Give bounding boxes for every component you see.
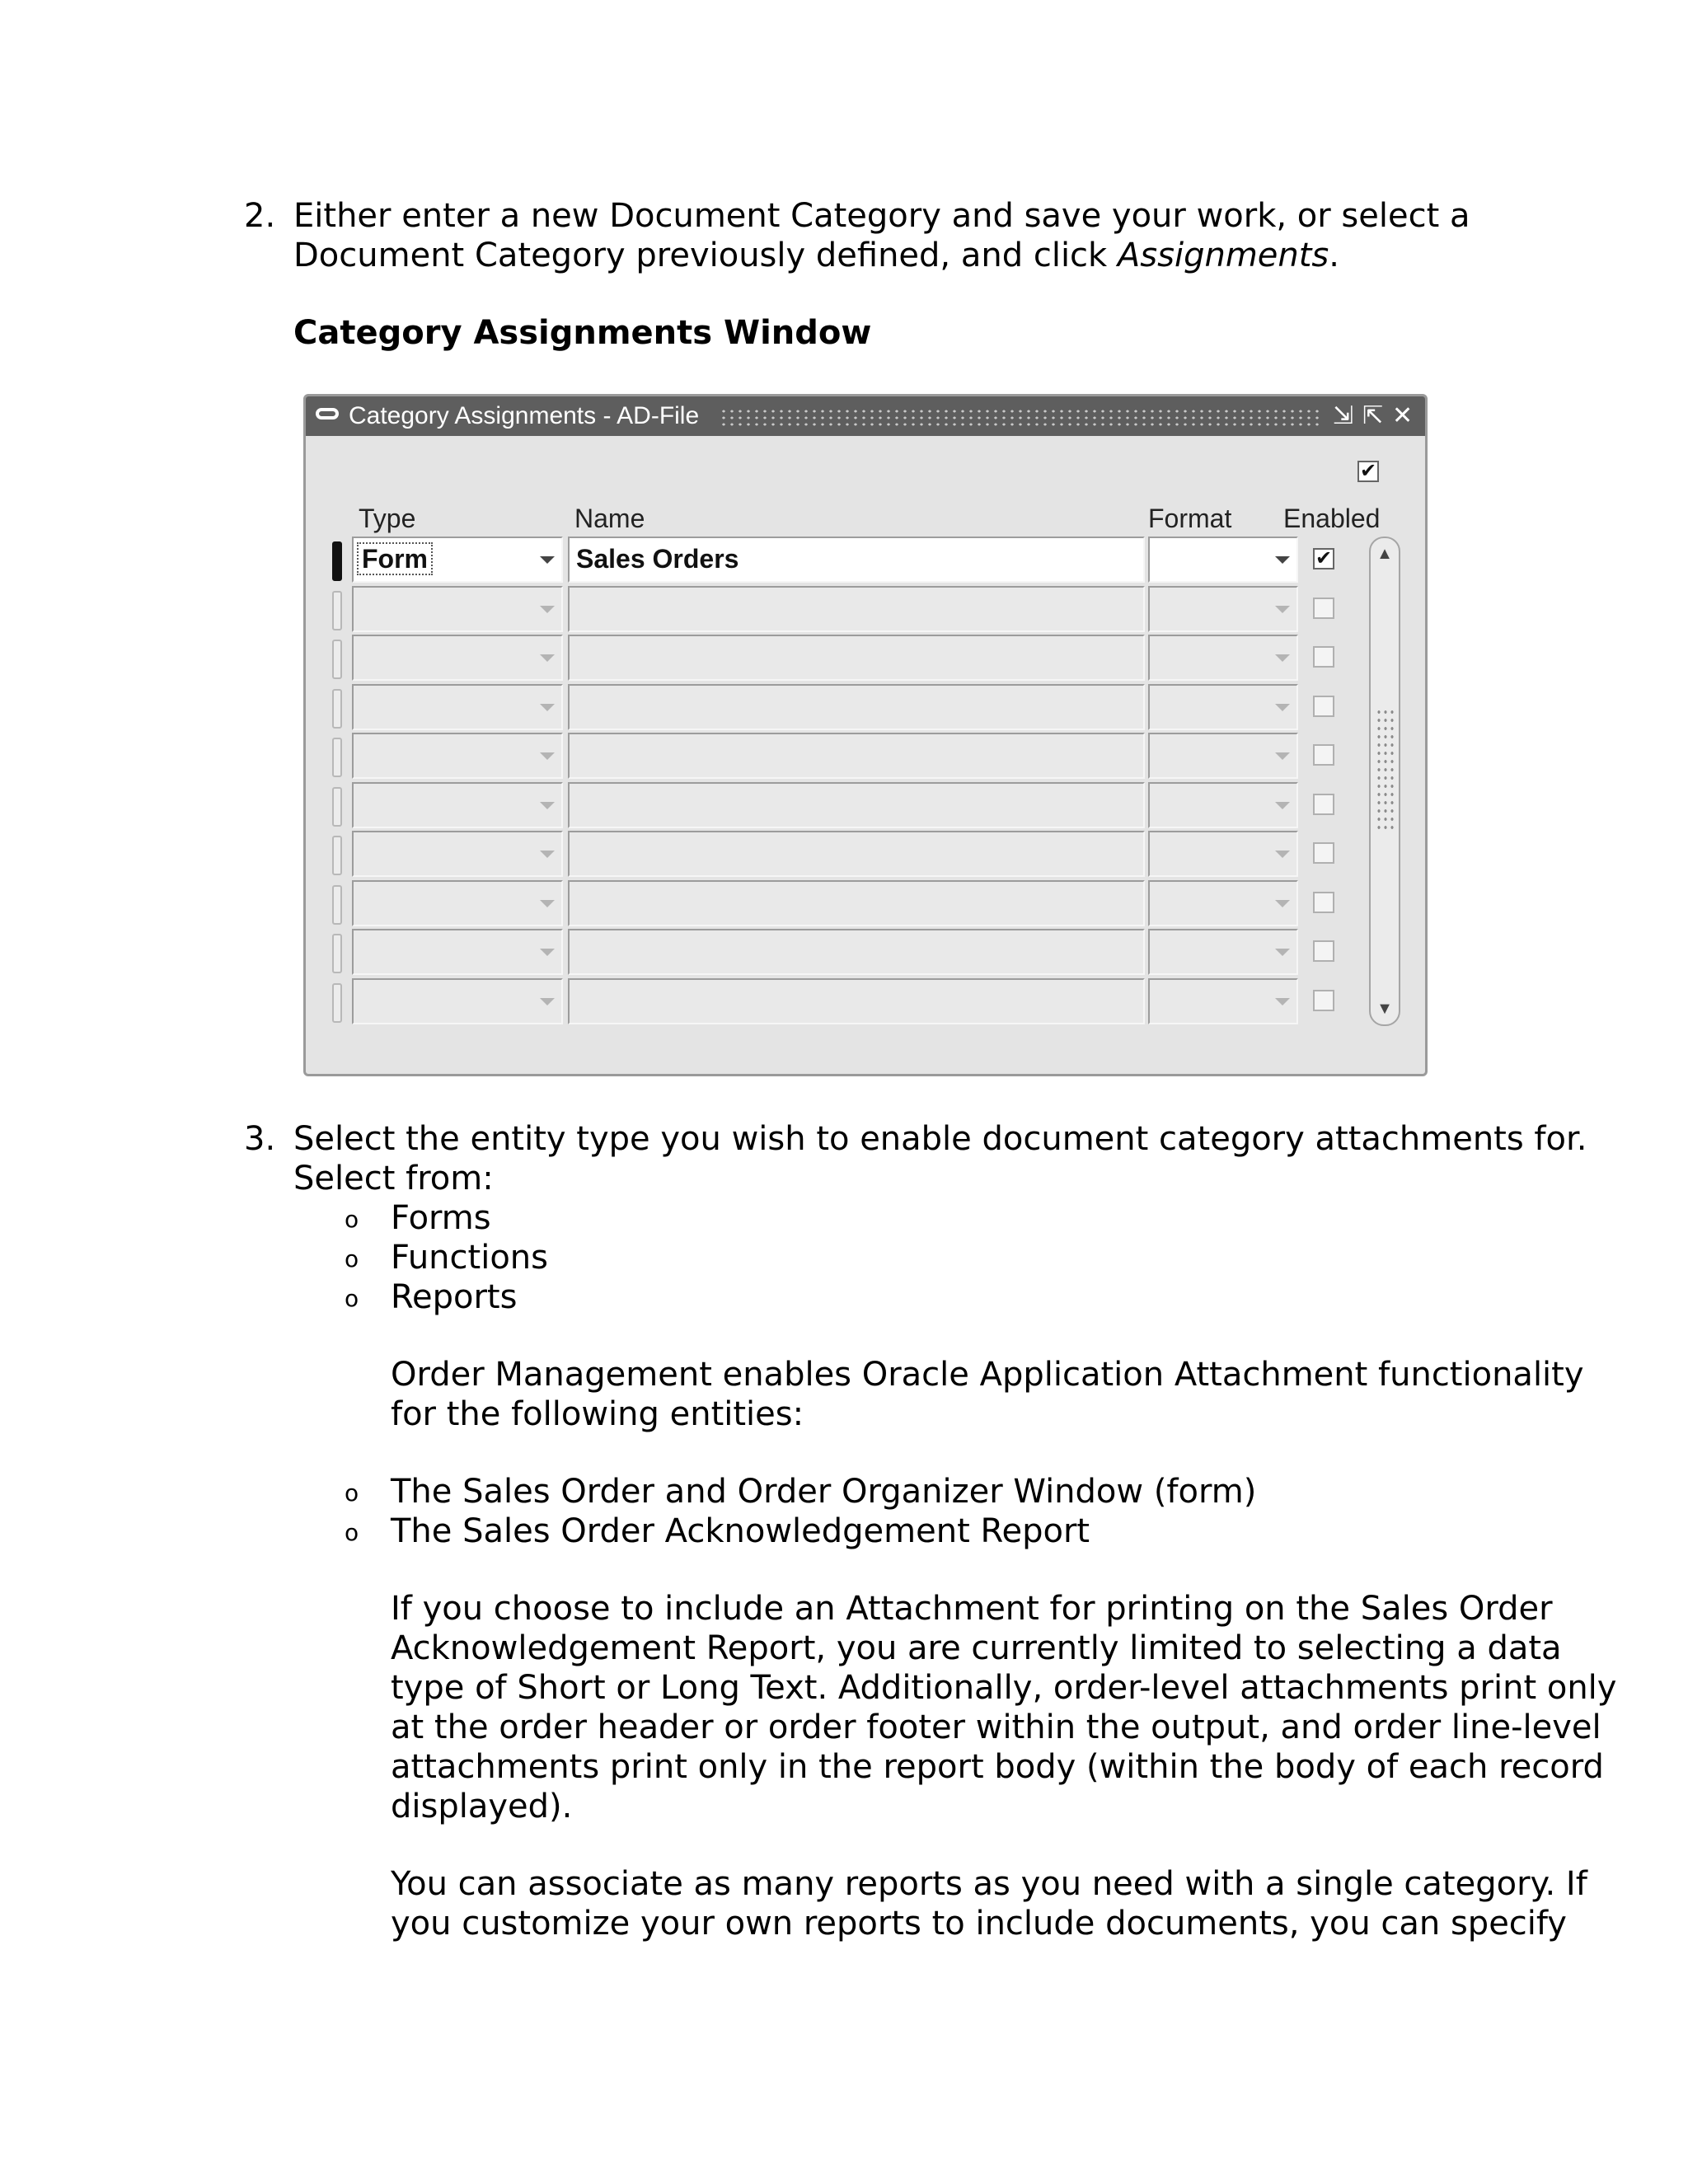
paragraph-2-line: at the order header or order footer within the output, and order line-level — [391, 1708, 1601, 1746]
dropdown-arrow-icon[interactable] — [1275, 949, 1290, 956]
type-select[interactable] — [352, 537, 563, 583]
record-indicator[interactable] — [332, 787, 342, 827]
titlebar-grip — [720, 408, 1320, 426]
table-row[interactable] — [306, 831, 1425, 880]
column-header-type: Type — [359, 504, 416, 533]
name-field[interactable] — [568, 929, 1145, 975]
step-3-line-2: Select from: — [293, 1160, 494, 1197]
step-2-line-2-prefix: Document Category previously defined, and click — [293, 237, 1118, 274]
type-value: Form — [357, 542, 433, 575]
step-2-line-1: Either enter a new Document Category and save your work, or select a — [293, 197, 1470, 235]
option-item: Functions — [391, 1239, 548, 1277]
enabled-checkbox[interactable] — [1313, 696, 1334, 717]
record-indicator[interactable] — [332, 983, 342, 1023]
dropdown-arrow-icon[interactable] — [1275, 900, 1290, 907]
table-row[interactable] — [306, 635, 1425, 684]
record-indicator[interactable] — [332, 640, 342, 679]
paragraph-2-line: attachments print only in the report body (within the body of each record — [391, 1748, 1604, 1786]
format-select[interactable] — [1148, 831, 1298, 877]
table-row[interactable] — [306, 733, 1425, 782]
step-2-line-2 — [293, 236, 1339, 275]
option-item: Forms — [391, 1199, 491, 1237]
dropdown-arrow-icon[interactable] — [540, 802, 555, 809]
name-field[interactable] — [568, 880, 1145, 926]
name-field[interactable] — [568, 831, 1145, 877]
section-heading: Category Assignments Window — [293, 314, 872, 352]
enabled-checkbox[interactable] — [1313, 794, 1334, 815]
table-row[interactable] — [306, 880, 1425, 930]
enabled-checkbox[interactable] — [1313, 990, 1334, 1011]
record-indicator[interactable] — [332, 591, 342, 630]
category-assignments-window — [303, 394, 1428, 1076]
dropdown-arrow-icon[interactable] — [540, 752, 555, 760]
step-3-line-1: Select the entity type you wish to enable document category attachments for. — [293, 1120, 1587, 1158]
format-select[interactable] — [1148, 684, 1298, 730]
bullet-icon: o — [345, 1479, 359, 1507]
dropdown-arrow-icon[interactable] — [1275, 704, 1290, 711]
entity-item: The Sales Order and Order Organizer Window (form) — [391, 1473, 1257, 1511]
column-header-format: Format — [1148, 504, 1232, 533]
type-select[interactable] — [352, 831, 563, 877]
type-select[interactable] — [352, 586, 563, 632]
bullet-icon: o — [345, 1519, 359, 1546]
paragraph-2-line: Acknowledgement Report, you are currently limited to selecting a data — [391, 1629, 1562, 1667]
table-row[interactable] — [306, 782, 1425, 832]
option-item: Reports — [391, 1278, 518, 1316]
format-select[interactable] — [1148, 733, 1298, 779]
header-checkbox[interactable]: ✔ — [1357, 461, 1379, 482]
name-field[interactable] — [568, 635, 1145, 681]
maximize-icon[interactable]: ⇱ — [1362, 402, 1384, 429]
vertical-scrollbar[interactable] — [1369, 537, 1400, 1026]
dropdown-arrow-icon[interactable] — [540, 556, 555, 564]
type-select[interactable] — [352, 782, 563, 828]
type-select[interactable] — [352, 684, 563, 730]
record-indicator[interactable] — [332, 738, 342, 777]
dropdown-arrow-icon[interactable] — [540, 654, 555, 662]
format-select[interactable] — [1148, 880, 1298, 926]
name-field[interactable] — [568, 586, 1145, 632]
minimize-icon[interactable]: ⇲ — [1333, 402, 1354, 429]
paragraph-3-line: You can associate as many reports as you need with a single category. If — [391, 1865, 1587, 1903]
format-select[interactable] — [1148, 586, 1298, 632]
enabled-checkbox[interactable]: ✔ — [1313, 548, 1334, 569]
scroll-up-icon[interactable]: ▲ — [1376, 545, 1393, 563]
oracle-window-icon — [316, 408, 339, 419]
dropdown-arrow-icon[interactable] — [1275, 654, 1290, 662]
enabled-checkbox[interactable] — [1313, 892, 1334, 913]
paragraph-2-line: displayed). — [391, 1788, 573, 1825]
entity-item: The Sales Order Acknowledgement Report — [391, 1512, 1090, 1550]
dropdown-arrow-icon[interactable] — [1275, 851, 1290, 858]
record-indicator[interactable] — [332, 885, 342, 925]
table-row[interactable] — [306, 684, 1425, 733]
type-select[interactable] — [352, 978, 563, 1024]
paragraph-2-line: If you choose to include an Attachment for printing on the Sales Order — [391, 1590, 1553, 1628]
format-select[interactable] — [1148, 978, 1298, 1024]
bullet-icon: o — [345, 1285, 359, 1312]
window-titlebar[interactable] — [306, 396, 1425, 436]
format-select[interactable] — [1148, 537, 1298, 583]
enabled-checkbox[interactable] — [1313, 744, 1334, 766]
dropdown-arrow-icon[interactable] — [1275, 802, 1290, 809]
format-select[interactable] — [1148, 782, 1298, 828]
step-3-number: 3. — [244, 1120, 276, 1158]
dropdown-arrow-icon[interactable] — [1275, 998, 1290, 1005]
dropdown-arrow-icon[interactable] — [540, 851, 555, 858]
name-field[interactable] — [568, 537, 1145, 583]
paragraph-2-line: type of Short or Long Text. Additionally, order-level attachments print only — [391, 1669, 1617, 1707]
scroll-down-icon[interactable]: ▼ — [1376, 1000, 1393, 1018]
type-select[interactable] — [352, 929, 563, 975]
table-row[interactable] — [306, 929, 1425, 978]
enabled-checkbox[interactable] — [1313, 598, 1334, 619]
dropdown-arrow-icon[interactable] — [540, 900, 555, 907]
table-row[interactable] — [306, 537, 1425, 586]
close-icon[interactable]: ✕ — [1392, 402, 1414, 429]
column-header-name: Name — [574, 504, 645, 533]
paragraph-1-line: for the following entities: — [391, 1395, 804, 1433]
dropdown-arrow-icon[interactable] — [540, 998, 555, 1005]
dropdown-arrow-icon[interactable] — [1275, 752, 1290, 760]
format-select[interactable] — [1148, 635, 1298, 681]
dropdown-arrow-icon[interactable] — [540, 949, 555, 956]
record-indicator[interactable] — [332, 836, 342, 875]
scroll-thumb[interactable] — [1376, 708, 1394, 832]
name-field[interactable] — [568, 733, 1145, 779]
type-select[interactable] — [352, 635, 563, 681]
table-row[interactable] — [306, 586, 1425, 635]
dropdown-arrow-icon[interactable] — [540, 704, 555, 711]
assignments-reference: Assignments — [1117, 237, 1329, 274]
dropdown-arrow-icon[interactable] — [540, 606, 555, 613]
record-indicator[interactable] — [332, 689, 342, 729]
window-title: Category Assignments - AD-File — [349, 402, 700, 429]
record-indicator[interactable] — [332, 934, 342, 973]
type-select[interactable] — [352, 880, 563, 926]
step-2-line-2-suffix: . — [1329, 237, 1339, 274]
name-field[interactable] — [568, 782, 1145, 828]
dropdown-arrow-icon[interactable] — [1275, 556, 1290, 564]
paragraph-1-line: Order Management enables Oracle Application Attachment functionality — [391, 1356, 1584, 1394]
format-select[interactable] — [1148, 929, 1298, 975]
enabled-checkbox[interactable] — [1313, 940, 1334, 962]
type-select[interactable] — [352, 733, 563, 779]
column-header-enabled: Enabled — [1283, 504, 1381, 533]
name-field[interactable] — [568, 684, 1145, 730]
bullet-icon: o — [345, 1206, 359, 1233]
paragraph-3-line: you customize your own reports to include documents, you can specify — [391, 1905, 1567, 1943]
name-value: Sales Orders — [576, 544, 739, 574]
table-row[interactable] — [306, 978, 1425, 1028]
enabled-checkbox[interactable] — [1313, 646, 1334, 668]
bullet-icon: o — [345, 1245, 359, 1272]
record-indicator[interactable] — [332, 541, 342, 581]
step-2-number: 2. — [244, 197, 276, 235]
dropdown-arrow-icon[interactable] — [1275, 606, 1290, 613]
name-field[interactable] — [568, 978, 1145, 1024]
enabled-checkbox[interactable] — [1313, 842, 1334, 864]
